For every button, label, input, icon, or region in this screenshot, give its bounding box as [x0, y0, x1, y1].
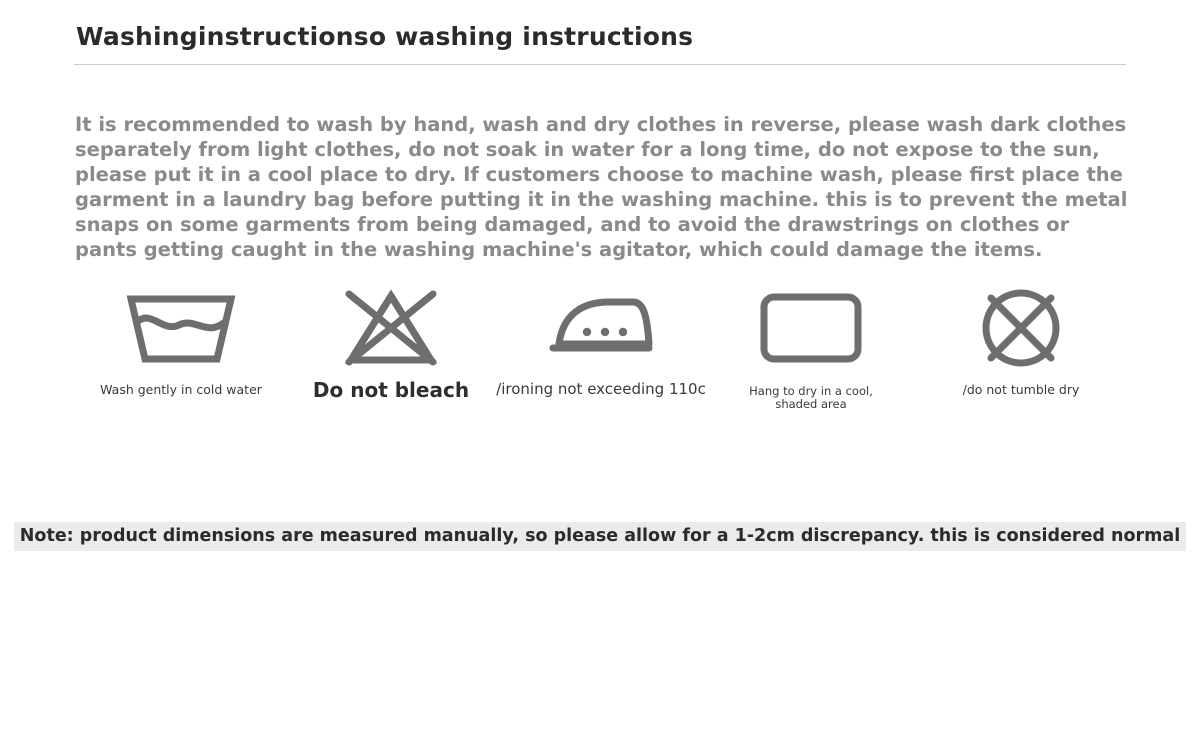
care-instructions-paragraph: It is recommended to wash by hand, wash and dry clothes in reverse, please wash dark clothes separately from light clothes, do not soak in water for a long time, do not expose to the sun, please put it in a cool place to dry. If customers choose to machine wash, please first place the garment in a laundry bag before putting it in the washing machine. this is to prevent the metal snaps on some garments from being damaged, and to avoid the drawstrings on clothes or pants getting caught in the washing machine's agitator, which could damage the items. — [75, 113, 1128, 261]
care-symbol-caption: Do not bleach — [312, 378, 470, 402]
care-symbol-item — [706, 285, 916, 411]
care-symbol-item — [286, 285, 496, 402]
care-symbol-caption: Hang to dry in a cool, shaded area — [749, 384, 873, 412]
line-dry-square-icon — [759, 285, 863, 371]
care-symbol-caption: /do not tumble dry — [962, 382, 1080, 397]
care-symbol-caption: Wash gently in cold water — [100, 382, 262, 397]
care-symbol-item — [496, 285, 706, 398]
care-symbol-caption: /ironing not exceeding 110c — [496, 380, 706, 398]
iron-low-heat-icon — [549, 285, 653, 371]
hand-wash-tub-icon — [125, 285, 237, 371]
do-not-tumble-dry-icon — [981, 285, 1061, 371]
measurement-note: Note: product dimensions are measured manually, so please allow for a 1-2cm discrepancy. this is considered normal — [14, 522, 1186, 551]
do-not-bleach-triangle-icon — [343, 285, 439, 371]
care-symbol-row — [76, 285, 1126, 411]
measurement-note-container — [0, 522, 1200, 551]
care-symbol-item — [916, 285, 1126, 397]
care-symbol-item — [76, 285, 286, 397]
title-divider — [74, 64, 1126, 65]
page-title: Washinginstructionso washing instructions — [76, 22, 694, 51]
